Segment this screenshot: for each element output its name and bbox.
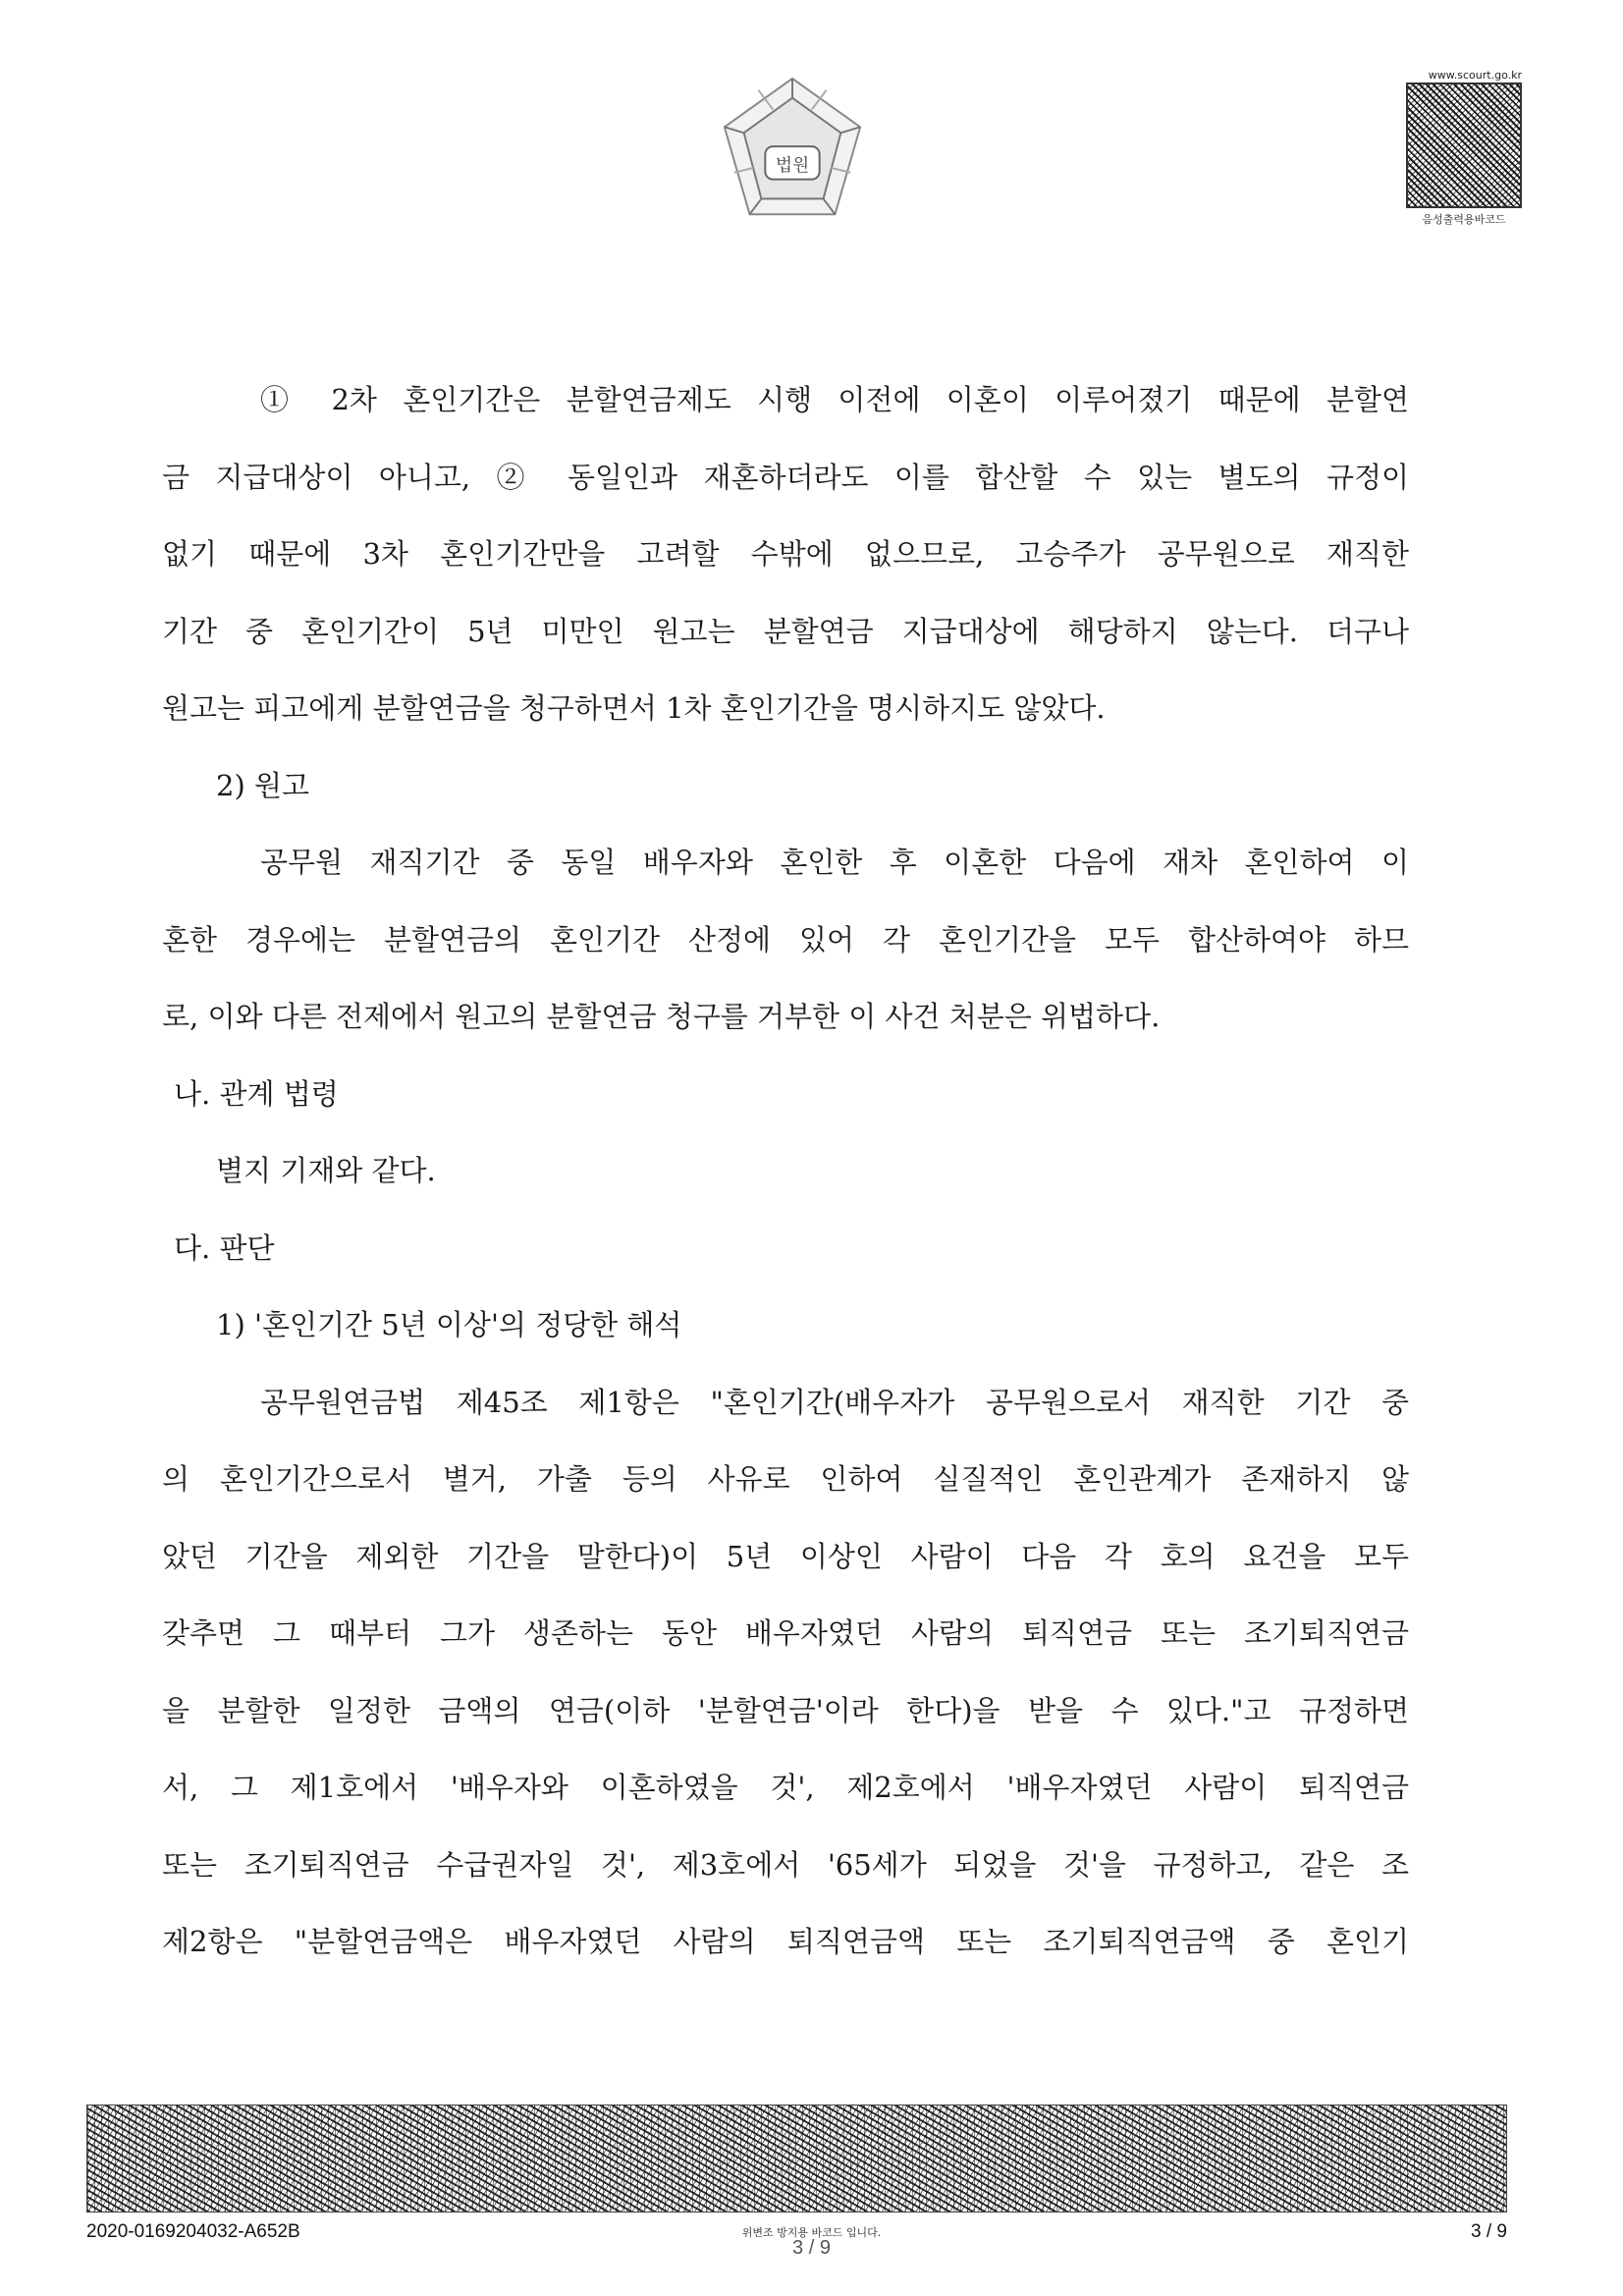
court-seal-logo	[715, 71, 870, 236]
section-heading: 나. 관계 법령	[174, 1076, 339, 1111]
paragraph-line: 원고는 피고에게 분할연금을 청구하면서 1차 혼인기간을 명시하지도 않았다.	[162, 691, 1106, 725]
section-heading: 다. 판단	[174, 1230, 275, 1265]
paragraph-line: 별지 기재와 같다.	[216, 1154, 436, 1187]
seal-text: 법원	[775, 155, 810, 176]
barcode-note: 위변조 방지용 바코드 입니다.	[741, 2226, 882, 2239]
paragraph-line: 의 혼인기간으로서 별거, 가출 등의 사유로 인하여 실질적인 혼인관계가 존재하지 않	[162, 1462, 1409, 1496]
page-number-center: 3 / 9	[792, 2237, 831, 2259]
paragraph-line: 혼한 경우에는 분할연금의 혼인기간 산정에 있어 각 혼인기간을 모두 합산하여야 하므	[162, 922, 1409, 957]
paragraph-line: 로, 이와 다른 전제에서 원고의 분할연금 청구를 거부한 이 사건 처분은 위법하다.	[162, 1000, 1161, 1033]
section-heading: 1) '혼인기간 5년 이상'의 정당한 해석	[216, 1308, 682, 1341]
paragraph-line: 공무원연금법 제45조 제1항은 "혼인기간(배우자가 공무원으로서 재직한 기간 중	[260, 1385, 1409, 1419]
qr-caption: 음성출력용바코드	[1422, 213, 1506, 226]
qr-url: www.scourt.go.kr	[1428, 69, 1522, 82]
paragraph-line: 공무원 재직기간 중 동일 배우자와 혼인한 후 이혼한 다음에 재차 혼인하여 이	[260, 846, 1409, 879]
judgment-body	[162, 361, 1409, 1981]
paragraph-line: 갖추면 그 때부터 그가 생존하는 동안 배우자였던 사람의 퇴직연금 또는 조기퇴직연금	[162, 1616, 1409, 1650]
paragraph-line: 금 지급대상이 아니고, ② 동일인과 재혼하더라도 이를 합산할 수 있는 별도의 규정이	[162, 460, 1409, 494]
paragraph-line: 기간 중 혼인기간이 5년 미만인 원고는 분할연금 지급대상에 해당하지 않는다. 더구나	[162, 614, 1409, 648]
paragraph-line: 서, 그 제1호에서 '배우자와 이혼하였을 것', 제2호에서 '배우자였던 사람이 퇴직연금	[162, 1771, 1409, 1804]
paragraph-line: 없기 때문에 3차 혼인기간만을 고려할 수밖에 없으므로, 고승주가 공무원으로 재직한	[162, 537, 1409, 571]
paragraph-line: 을 분할한 일정한 금액의 연금(이하 '분할연금'이라 한다)을 받을 수 있다."고 규정하면	[162, 1693, 1409, 1727]
verification-qr-code	[1406, 82, 1522, 208]
paragraph-line: 제2항은 "분할연금액은 배우자였던 사람의 퇴직연금액 또는 조기퇴직연금액 중 혼인기	[162, 1925, 1409, 1958]
page-number-right: 3 / 9	[1471, 2221, 1507, 2242]
section-heading: 2) 원고	[216, 768, 310, 802]
paragraph-line: ① 2차 혼인기간은 분할연금제도 시행 이전에 이혼이 이루어졌기 때문에 분할연	[260, 383, 1409, 416]
paragraph-line: 또는 조기퇴직연금 수급권자일 것', 제3호에서 '65세가 되었을 것'을 규정하고, 같은 조	[162, 1847, 1409, 1882]
document-id: 2020-0169204032-A652B	[86, 2221, 300, 2242]
anti-forgery-barcode	[86, 2105, 1507, 2213]
paragraph-line: 았던 기간을 제외한 기간을 말한다)이 5년 이상인 사람이 다음 각 호의 요건을 모두	[162, 1539, 1409, 1573]
